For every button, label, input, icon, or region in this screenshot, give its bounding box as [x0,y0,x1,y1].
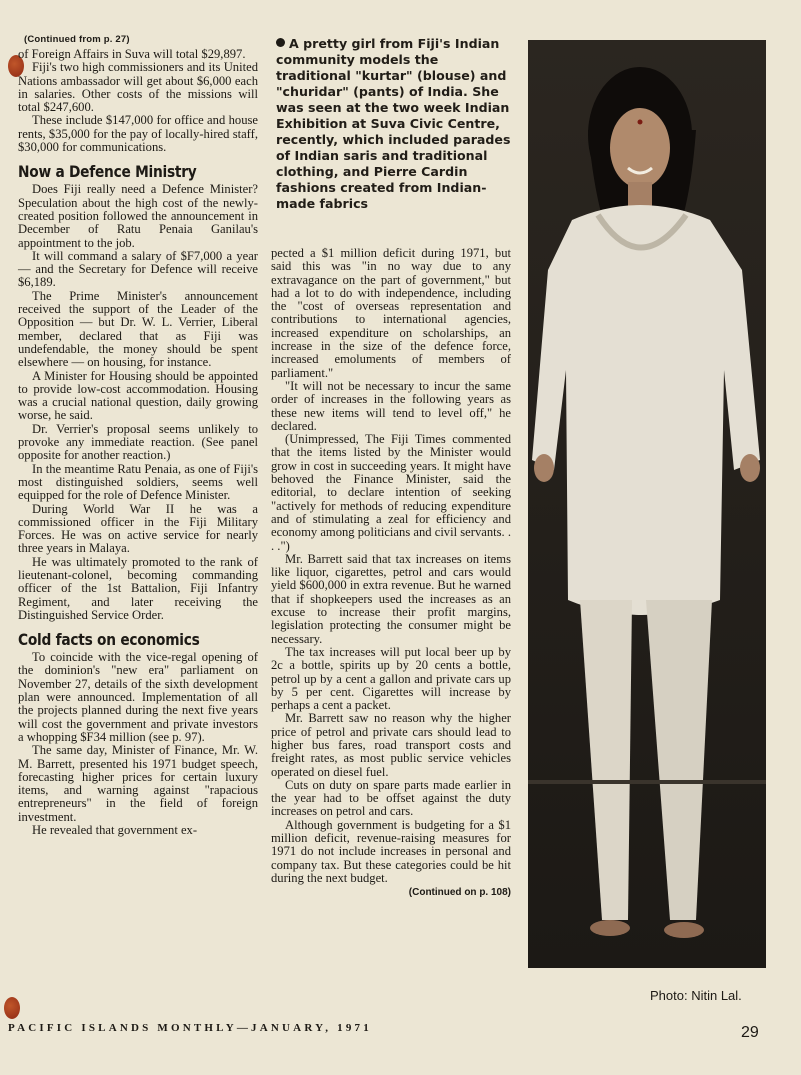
paragraph: To coincide with the vice-regal opening of the dominion's "new era" parliament on November 27, details of the sixth development plan were announced. Implementation of all the projects planned during the next five years will cost the government and private investors a whopping $F34 million (see p. 97). [18,650,258,744]
paragraph: Does Fiji really need a Defence Minister? Speculation about the high cost of the newly-created position followed the announcement in December of Ratu Penaia Ganilau's appointment to the job. [18,182,258,250]
caption-block [276,36,516,212]
paragraph: During World War II he was a commissioned officer in the Fiji Military Forces. He was on active service for nearly three years in Malaya. [18,501,258,556]
paragraph: In the meantime Ratu Penaia, as one of Fiji's most distinguished soldiers, seems well equipped for the role of Defence Minister. [18,461,258,503]
red-mark-bottom [4,997,20,1019]
paragraph: Fiji's two high commissioners and its United Nations ambassador will get about $6,000 each in salaries. Other costs of the missions will total $247,600. [18,60,258,115]
paragraph: He revealed that government ex- [32,823,198,838]
page-number: 29 [741,1024,759,1041]
paragraph: It will command a salary of $F7,000 a year — and the Secretary for Defence will receive $6,189. [18,248,258,290]
middle-column [271,247,511,898]
paragraph: These include $147,000 for office and house rents, $35,000 for the pay of locally-hired staff, $30,000 for communications. [18,113,258,155]
paragraph: pected a $1 million deficit during 1971, but said this was "in no way due to any extravagance on the part of government," but had a lot to do with independence, including the "cost of overseas representation and contributions to international agencies, increased expenditure on scholarships, an increase in the size of the defence force, increased emoluments of members of parliament." [271,246,511,380]
photo-credit: Photo: Nitin Lal. [650,988,742,1003]
bullet-icon [276,38,285,47]
paragraph: The tax increases will put local beer up by 2c a bottle, spirits up by 20 cents a bottle, petrol up by a cent a gallon and private cars up by 5 per cent. Cigarettes will increase by perhaps a cent a packet. [271,644,511,713]
model-illustration [528,40,766,968]
paragraph: He was ultimately promoted to the rank of lieutenant-colonel, becoming commanding officer of the 1st Battalion, Fiji Infantry Regiment, and later receiving the Distinguished Service Order. [18,554,258,622]
continued-on-label: (Continued on p. 108) [408,887,511,899]
paragraph: Dr. Verrier's proposal seems unlikely to provoke any immediate reaction. (See panel opposite for another reaction.) [18,421,258,463]
paragraph: of Foreign Affairs in Suva will total $29,897. [18,47,246,61]
photo-indian-model [528,40,766,968]
photo-caption [276,36,516,212]
paragraph: "It will not be necessary to incur the same order of increases in the following years as these new items will tend to level off," he declared. [271,378,511,433]
paragraph: Although government is budgeting for a $1 million deficit, revenue-raising measures for 1971 do not include increases in personal and company tax. But these categories could be hit during the next budget. [271,817,511,885]
heading-cold-facts: Cold facts on economics [18,630,200,650]
left-column [18,34,258,837]
paragraph: A Minister for Housing should be appointed to provide low-cost accommodation. Housing was a crucial national question, daily growing worse, he said. [18,368,258,423]
paragraph: (Unimpressed, The Fiji Times commented that the items listed by the Minister would grow in cost in succeeding years. It might have behoved the Finance Minister, said the editorial, to declare intention of seeking "actively for methods of reducing expenditure and of stimulating a zeal for efficiency and economy among politicians and civil servants. . . .") [271,432,511,553]
paragraph: Mr. Barrett said that tax increases on items like liquor, cigarettes, petrol and cars would yield $600,000 in extra revenue. But he warned that if shopkeepers used the increases as an excuse to increase their profit margins, legislation protecting the consumer might be necessary. [271,551,511,646]
caption-text: A pretty girl from Fiji's Indian community models the traditional "kurtar" (blouse) and "churidar" (pants) of India. She was seen at the two week Indian Exhibition at Suva Civic Centre, recently, which included parades of Indian saris and traditional clothing, and Pierre Cardin fashions created from Indian-made fabrics [276,36,511,211]
paragraph: Mr. Barrett saw no reason why the higher price of petrol and private cars should lead to higher bus fares, road transport costs and freight rates, as most public service vehicles operated on diesel fuel. [271,711,511,779]
paragraph: The Prime Minister's announcement received the support of the Leader of the Opposition — but Dr. W. L. Verrier, Liberal member, declared that as Fiji was undefendable, the money should be spent elsewhere — on housing, for instance. [18,288,258,370]
paragraph: Cuts on duty on spare parts made earlier in the year had to be offset against the duty increases on petrol and cars. [271,777,511,819]
paragraph: The same day, Minister of Finance, Mr. W. M. Barrett, presented his 1971 budget speech, forecasting higher prices for certain luxury items, and warning against "rapacious entrepreneurs" in the field of foreign investment. [18,743,258,824]
footer-masthead: PACIFIC ISLANDS MONTHLY—JANUARY, 1971 [8,1022,372,1034]
heading-defence-ministry: Now a Defence Ministry [18,162,197,182]
continued-from-label: (Continued from p. 27) [24,34,130,45]
